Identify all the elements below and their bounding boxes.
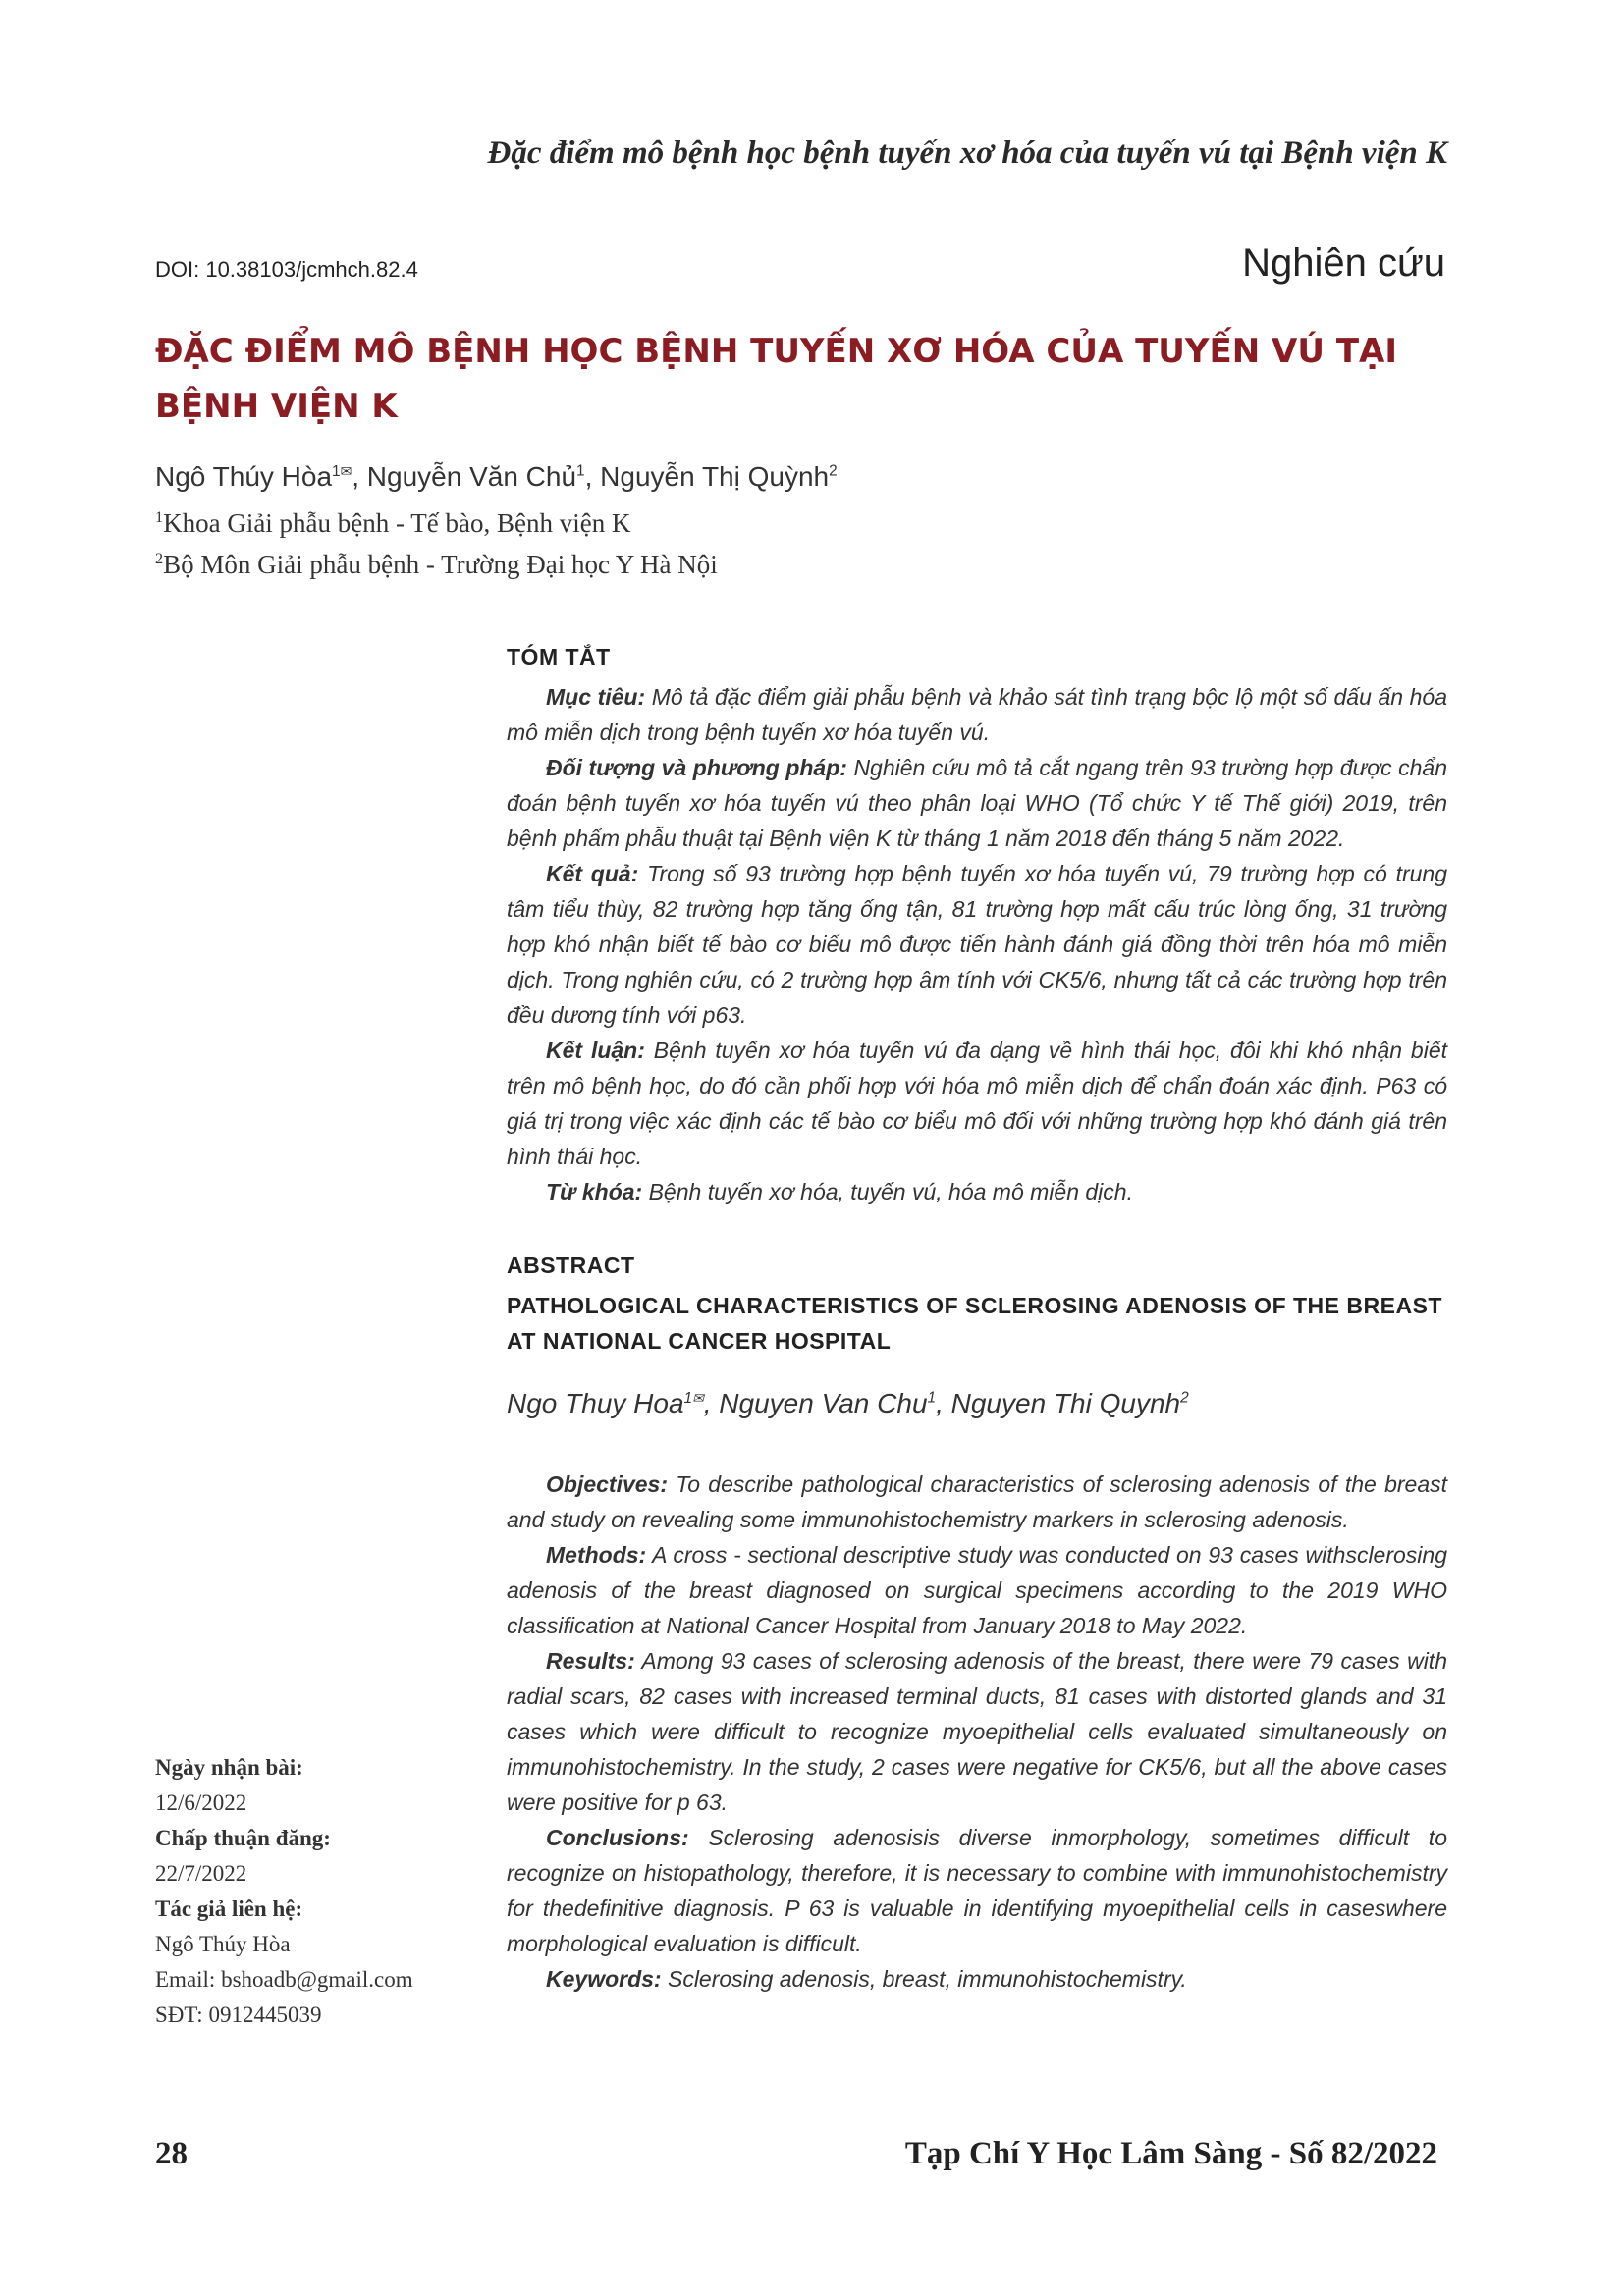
author-sup: 1 — [576, 462, 585, 480]
vn-abstract-body — [507, 679, 1447, 1209]
abstract-paragraph: Kết luận: Bệnh tuyến xơ hóa tuyến vú đa dạng về hình thái học, đôi khi khó nhận biết trên mô bệnh học, do đó cần phối hợp với hóa mô miễn dịch để chẩn đoán xác định. P63 có giá trị trong việc xác định các tế bào cơ biểu mô đối với những trường hợp khó đánh giá trên hình thái học. — [507, 1038, 1448, 1169]
abstract-paragraph: Objectives: To describe pathological characteristics of sclerosing adenosis of the breast and study on revealing some immunohistochemistry markers in sclerosing adenosis. — [507, 1471, 1447, 1532]
abstract-paragraph: Conclusions: Sclerosing adenosisis diverse inmorphology, sometimes difficult to recognize on histopathology, therefore, it is necessary to combine with immunohistochemistry for thedefinitive diagnosis. P 63 is valuable in identifying myoepithelial cells in caseswhere morphological evaluation is difficult. — [507, 1825, 1447, 1956]
en-abstract-heading: ABSTRACT — [507, 1253, 635, 1278]
author-name: Nguyễn Thị Quỳnh — [600, 461, 830, 492]
affiliation: $^2$Bộ Môn Giải phẫu bệnh - Trường Đại học Y Hà Nội — [155, 550, 718, 579]
doi: DOI: 10.38103/jcmhch.82.4 — [155, 257, 418, 282]
corresponding-phone: SĐT: 0912445039 — [155, 2002, 322, 2027]
accepted-date: 22/7/2022 — [155, 1861, 247, 1886]
received-date: 12/6/2022 — [155, 1790, 247, 1815]
vn-abstract-heading: TÓM TẮT — [507, 644, 611, 669]
author-sup: 2 — [1180, 1389, 1189, 1407]
author-sup: 1✉ — [332, 462, 352, 480]
author-sup: 1 — [927, 1389, 937, 1407]
abstract-paragraph: Kết quả: Trong số 93 trường hợp bệnh tuyến xơ hóa tuyến vú, 79 trường hợp có trung tâm tiểu thùy, 82 trường hợp tăng ống tận, 81 trường hợp mất cấu trúc lòng ống, 31 trường hợp khó nhận biết tế bào cơ biểu mô được tiến hành đánh giá đồng thời trên hóa mô miễn dịch. Trong nghiên cứu, có 2 trường hợp âm tính với CK5/6, nhưng tất cả các trường hợp trên đều dương tính với p63. — [507, 861, 1447, 1028]
corresponding-name: Ngô Thúy Hòa — [155, 1932, 291, 1956]
page-number: 28 — [155, 2136, 188, 2171]
en-abstract-body — [507, 1467, 1447, 1997]
abstract-paragraph: Đối tượng và phương pháp: Nghiên cứu mô tả cắt ngang trên 93 trường hợp được chẩn đoán bệnh tuyến xơ hóa tuyến vú theo phân loại WHO (Tổ chức Y tế Thế giới) 2019, trên bệnh phẩm phẫu thuật tại Bệnh viện K từ tháng 1 năm 2018 đến tháng 5 năm 2022. — [507, 755, 1448, 851]
abstract-paragraph: Results: Among 93 cases of sclerosing adenosis of the breast, there were 79 cases with radial scars, 82 cases with increased terminal ducts, 81 cases with distorted glands and 31 cases which were difficult to recognize myoepithelial cells evaluated simultaneously on immunohistochemistry. In the study, 2 cases were negative for CK5/6, but all the above cases were positive for p 63. — [507, 1648, 1447, 1815]
corresponding-label: Tác giả liên hệ: — [155, 1896, 303, 1921]
article-title: ĐẶC ĐIỂM MÔ BỆNH HỌC BỆNH TUYẾN XƠ HÓA CỦA TUYẾN VÚ TẠI BỆNH VIỆN K — [155, 332, 1397, 426]
abstract-paragraph: Keywords: Sclerosing adenosis, breast, immunohistochemistry. — [546, 1966, 1187, 1992]
running-header: Đặc điểm mô bệnh học bệnh tuyến xơ hóa của tuyến vú tại Bệnh viện K — [487, 135, 1447, 171]
abstract-paragraph: Mục tiêu: Mô tả đặc điểm giải phẫu bệnh và khảo sát tình trạng bộc lộ một số dấu ấn hóa mô miễn dịch trong bệnh tuyến xơ hóa tuyến vú. — [507, 684, 1447, 745]
author-name: Ngô Thúy Hòa — [155, 461, 333, 492]
author-name: Nguyen Van Chu — [719, 1388, 928, 1418]
abstract-paragraph: Từ khóa: Bệnh tuyến xơ hóa, tuyến vú, hóa mô miễn dịch. — [546, 1179, 1133, 1204]
corresponding-email: Email: bshoadb@gmail.com — [155, 1967, 413, 1992]
article-info-sidebar — [155, 1750, 479, 2033]
envelope-icon: ✉ — [340, 462, 352, 479]
author-name: Ngo Thuy Hoa — [507, 1388, 684, 1418]
author-sup: 1✉ — [683, 1389, 704, 1407]
author-sup: 2 — [829, 462, 838, 480]
author-name: Nguyen Thi Quynh — [950, 1388, 1181, 1418]
author-list: Ngô Thúy Hòa$^{1✉}$, Nguyễn Văn Chủ$^1$, Nguyễn Thị Quỳnh$^2$ — [155, 461, 838, 492]
accepted-label: Chấp thuận đăng: — [155, 1826, 331, 1850]
en-abstract-title: PATHOLOGICAL CHARACTERISTICS OF SCLEROSING ADENOSIS OF THE BREAST AT NATIONAL CANCER HOSPITAL — [507, 1293, 1442, 1354]
received-label: Ngày nhận bài: — [155, 1755, 303, 1780]
author-name: Nguyễn Văn Chủ — [366, 461, 577, 492]
envelope-icon: ✉ — [692, 1389, 704, 1406]
journal-footer: Tạp Chí Y Học Lâm Sàng - Số 82/2022 — [904, 2136, 1437, 2171]
section-label: Nghiên cứu — [1242, 241, 1445, 285]
en-author-list: Ngo Thuy Hoa$^{1✉}$, Nguyen Van Chu$^1$, Nguyen Thi Quynh$^2$ — [507, 1388, 1189, 1418]
abstract-paragraph: Methods: A cross - sectional descriptive study was conducted on 93 cases withsclerosing adenosis of the breast diagnosed on surgical specimens according to the 2019 WHO classification at National Cancer Hospital from January 2018 to May 2022. — [507, 1542, 1447, 1638]
affiliation: $^1$Khoa Giải phẫu bệnh - Tế bào, Bệnh viện K — [155, 508, 631, 538]
